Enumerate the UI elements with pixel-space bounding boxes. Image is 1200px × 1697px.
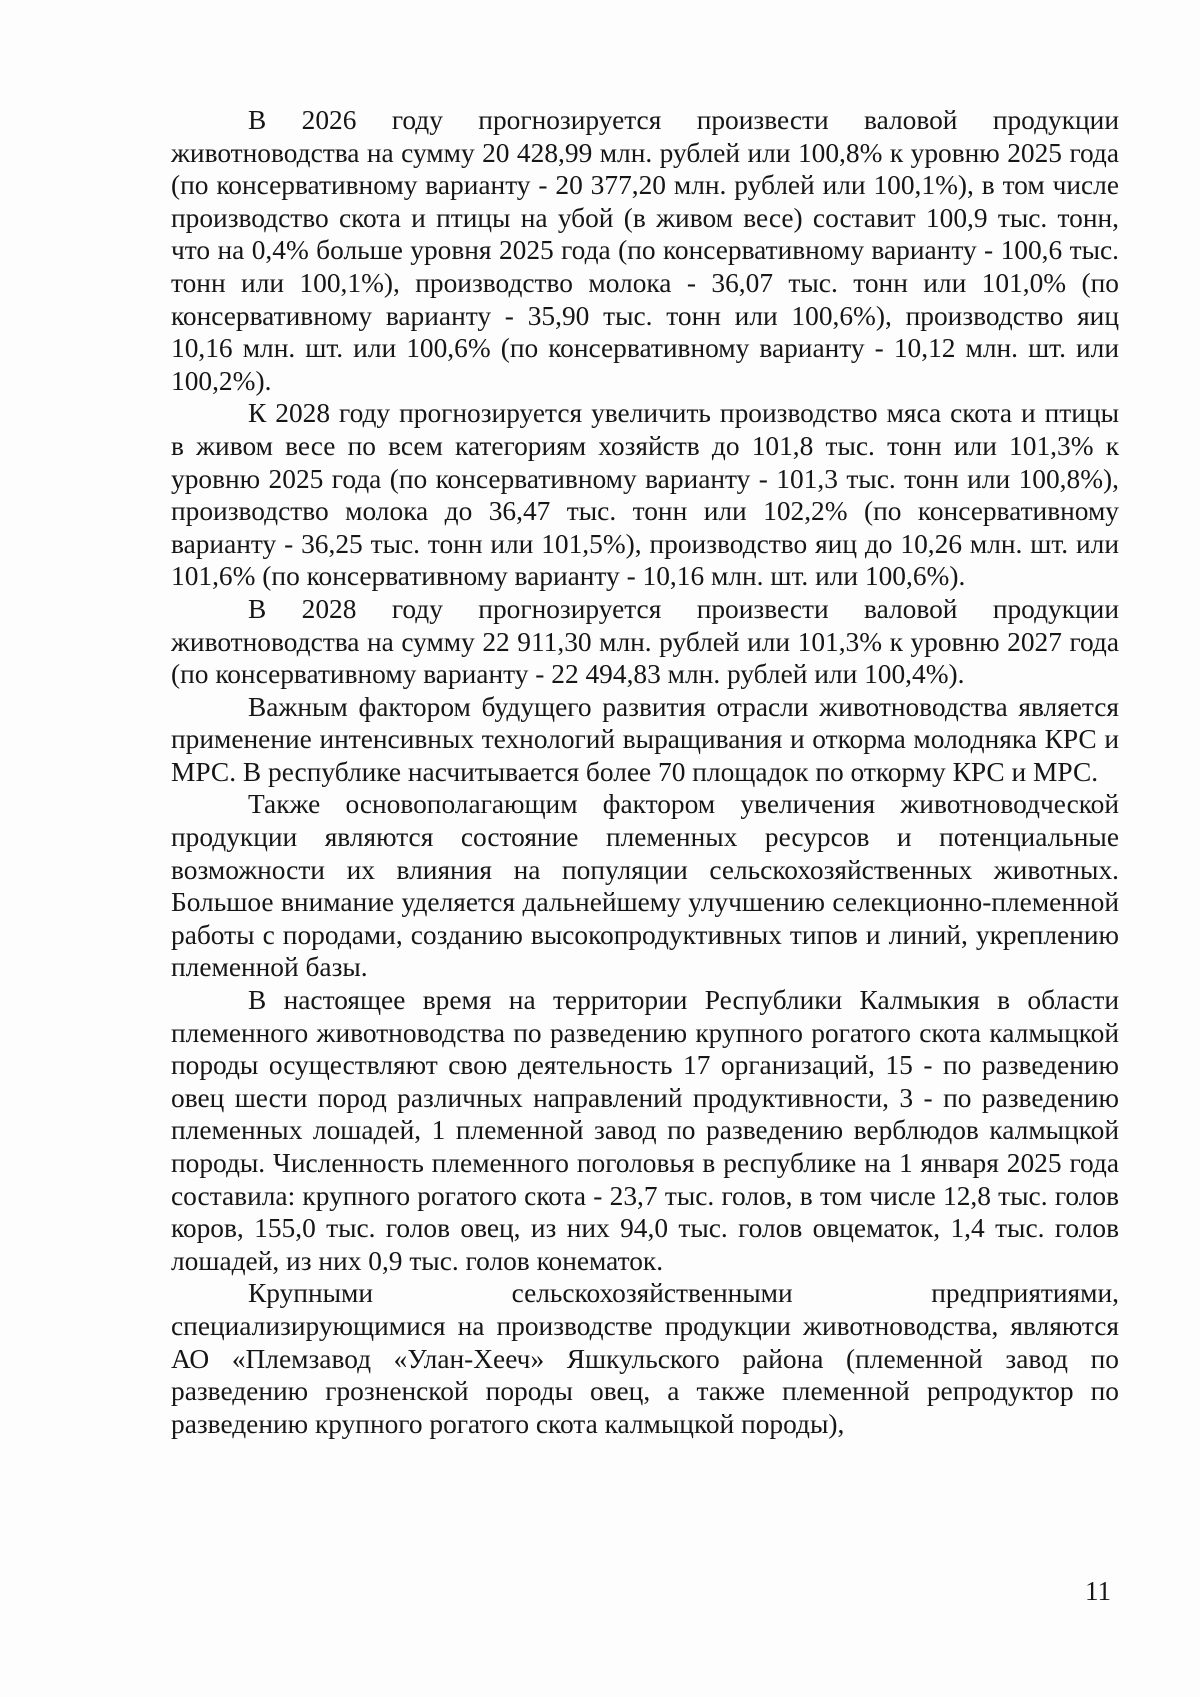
paragraph-breeding-organizations: В настоящее время на территории Республики Калмыкия в области племенного животноводства по разведению крупного рогатого скота калмыцкой породы осуществляют свою деятельность 17 организаций, 15 - по разведению овец шести пород различных направлений продуктивности, 3 - по разведению племенных лошадей, 1 племенной завод по разведению верблюдов калмыцкой породы. Численность племенного поголовья в республике на 1 января 2025 года составила: крупного рогатого скота - 23,7 тыс. голов, в том числе 12,8 тыс. голов коров, 155,0 тыс. голов овец, из них 94,0 тыс. голов овцематок, 1,4 тыс. голов лошадей, из них 0,9 тыс. голов конематок.: [171, 985, 1119, 1276]
document-body: [171, 104, 1119, 1440]
paragraph-2028-gross-output: В 2028 году прогнозируется произвести валовой продукции животноводства на сумму 22 911,30 млн. рублей или 101,3% к уровню 2027 года (по консервативному варианту - 22 494,83 млн. рублей или 100,4%).: [171, 593, 1119, 690]
page-number: 11: [1085, 1576, 1111, 1606]
paragraph-breeding-resources: Также основополагающим фактором увеличения животноводческой продукции являются состояние племенных ресурсов и потенциальные возможности их влияния на популяции сельскохозяйственных животных. Большое внимание уделяется дальнейшему улучшению селекционно-племенной работы с породами, созданию высокопродуктивных типов и линий, укреплению племенной базы.: [171, 789, 1119, 983]
paragraph-2028-meat-milk-eggs-forecast: К 2028 году прогнозируется увеличить производство мяса скота и птицы в живом весе по всем категориям хозяйств до 101,8 тыс. тонн или 101,3% к уровню 2025 года (по консервативному варианту - 101,3 тыс. тонн или 100,8%), производство молока до 36,47 тыс. тонн или 102,2% (по консервативному варианту - 36,25 тыс. тонн или 101,5%), производство яиц до 10,26 млн. шт. или 101,6% (по консервативному варианту - 10,16 млн. шт. или 100,6%).: [171, 398, 1119, 592]
paragraph-intensive-technologies: Важным фактором будущего развития отрасли животноводства является применение интенсивных технологий выращивания и откорма молодняка КРС и МРС. В республике насчитывается более 70 площадок по откорму КРС и МРС.: [171, 691, 1119, 787]
paragraph-large-enterprises: Крупными сельскохозяйственными предприятиями, специализирующимися на производстве продукции животноводства, являются АО «Племзавод «Улан-Хееч» Яшкульского района (племенной завод по разведению грозненской породы овец, а также племенной репродуктор по разведению крупного рогатого скота калмыцкой породы),: [171, 1278, 1119, 1439]
paragraph-2026-livestock-forecast: В 2026 году прогнозируется произвести валовой продукции животноводства на сумму 20 428,99 млн. рублей или 100,8% к уровню 2025 года (по консервативному варианту - 20 377,20 млн. рублей или 100,1%), в том числе производство скота и птицы на убой (в живом весе) составит 100,9 тыс. тонн, что на 0,4% больше уровня 2025 года (по консервативному варианту - 100,6 тыс. тонн или 100,1%), производство молока - 36,07 тыс. тонн или 101,0% (по консервативному варианту - 35,90 тыс. тонн или 100,6%), производство яиц 10,16 млн. шт. или 100,6% (по консервативному варианту - 10,12 млн. шт. или 100,2%).: [171, 105, 1119, 396]
